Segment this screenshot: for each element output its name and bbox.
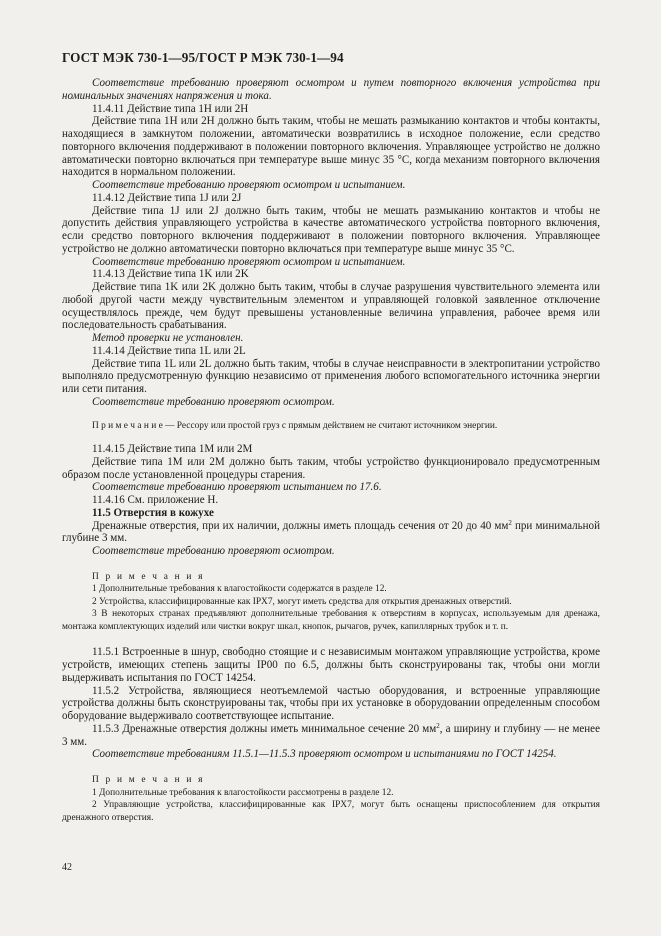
clause-heading: 11.4.11 Действие типа 1H или 2H bbox=[92, 102, 249, 115]
paragraph: 11.5.2 Устройства, являющиеся неотъемлемой частью оборудования, и встроенные управляющие устройства должны быть сконструированы так, чтобы при их установке в оборудовании определенным способом оборудование выдерживало соответствующее испытание. bbox=[62, 684, 600, 722]
paragraph: Соответствие требованиям 11.5.1—11.5.3 проверяют осмотром и испытаниями по ГОСТ 14254. bbox=[92, 748, 557, 761]
section-title: Отверстия в кожухе bbox=[113, 506, 214, 519]
note-item: 2 Устройства, классифицированные как IPX7, могут иметь средства для открытия дренажных отверстий. bbox=[92, 596, 512, 607]
note-item: 2 Управляющие устройства, классифицированные как IPX7, могут быть оснащены приспособлением для открытия дренажного отверстия. bbox=[62, 800, 600, 823]
paragraph: Действие типа 1K или 2K должно быть таким, чтобы в случае разрушения чувствительного элемента или любой другой части между чувствительным элементом и управляющей головкой заявленное отключение осуществлялось прежде, чем будут превышены установленные величина управления, рабочее время или последовательность срабатывания. bbox=[62, 281, 600, 332]
section-heading bbox=[62, 507, 600, 520]
clause-heading: 11.4.13 Действие типа 1K или 2K bbox=[92, 268, 249, 281]
note-item: 1 Дополнительные требования к влагостойкости содержатся в разделе 12. bbox=[92, 584, 387, 595]
paragraph: Действие типа 1J или 2J должно быть таким, чтобы не мешать размыканию контактов и чтобы не допустить действия управляющего устройства в качестве автоматического устройства повторного включения, если средство повторного включения поддерживают в положении повторного включения. Управляющее устройство не должно автоматически повторно включаться при температуре выше минус 35 °С. bbox=[62, 204, 600, 255]
paragraph: Действие типа 1M или 2M должно быть таким, чтобы устройство функционировало предусмотренным образом после установленной процедуры старения. bbox=[62, 455, 600, 481]
paragraph: Соответствие требованию проверяют осмотром и испытанием. bbox=[92, 179, 406, 191]
paragraph-part: , а ширину и глубину — не менее 3 мм. bbox=[62, 722, 600, 748]
paragraph bbox=[62, 723, 600, 749]
note-label: П р и м е ч а н и е bbox=[92, 420, 163, 431]
paragraph: Соответствие требованию проверяют испытанием по 17.6. bbox=[92, 481, 382, 494]
paragraph bbox=[62, 520, 600, 546]
paragraph-part: при минимальной глубине 3 мм. bbox=[62, 519, 600, 545]
notes-label: П р и м е ч а н и я bbox=[92, 571, 205, 582]
section-number: 11.5 bbox=[92, 506, 111, 519]
paragraph: 11.5.1 Встроенные в шнур, свободно стоящие и с независимым монтажом управляющие устройства, кроме устройств, имеющих степень защиты IP00 по 6.5, должны быть сконструированы так, чтобы они могли выдерживать испытания по ГОСТ 14254. bbox=[62, 646, 600, 684]
paragraph: Соответствие требованию проверяют осмотром и путем повторного включения устройства при номинальных значениях напряжения и тока. bbox=[62, 77, 600, 102]
superscript: 2 bbox=[436, 721, 440, 730]
clause-heading: 11.4.14 Действие типа 1L или 2L bbox=[92, 344, 246, 357]
notes-label: П р и м е ч а н и я bbox=[92, 775, 205, 785]
body-text bbox=[62, 77, 600, 824]
note-item: 3 В некоторых странах предъявляют дополнительные требования к отверстиям в корпусах, используемым для дренажа, монтажа комплектующих изделий или чистки вокруг шкал, кнопок, рычагов, ручек, капиллярных трубок и т. п. bbox=[62, 609, 600, 632]
clause-heading: 11.4.12 Действие типа 1J или 2J bbox=[92, 191, 242, 204]
paragraph-part: Дренажные отверстия, при их наличии, должны иметь площадь сечения от 20 до 40 мм bbox=[92, 519, 509, 532]
paragraph: Действие типа 1H или 2H должно быть таким, чтобы не мешать размыканию контактов и чтобы контакты, находящиеся в замкнутом положении, автоматически возвратились в исходное положение, если средство повторного включения поддерживают в положении повторного включения. Управляющее устройство не должно автоматически повторно включаться при температуре выше минус 35 °С, когда механизм повторного включения находится в нормальном положении. bbox=[62, 115, 600, 179]
paragraph: Действие типа 1L или 2L должно быть таким, чтобы в случае неисправности в электропитании устройство выполняло предусмотренную функцию независимо от применения любого вспомогательного источника энергии или сети питания. bbox=[62, 357, 600, 395]
clause-heading: 11.4.16 См. приложение Н. bbox=[92, 494, 219, 506]
paragraph-part: 11.5.3 Дренажные отверстия должны иметь минимальное сечение 20 мм bbox=[92, 722, 437, 735]
paragraph: Метод проверки не установлен. bbox=[92, 332, 244, 344]
note bbox=[62, 420, 600, 433]
page-header: ГОСТ МЭК 730-1—95/ГОСТ Р МЭК 730-1—94 bbox=[62, 50, 344, 65]
note-text: — Рессору или простой груз с прямым действием не считают источником энергии. bbox=[165, 420, 498, 431]
page-number: 42 bbox=[62, 862, 72, 873]
paragraph: Соответствие требованию проверяют осмотром. bbox=[92, 545, 335, 557]
superscript: 2 bbox=[508, 518, 512, 527]
paragraph: Соответствие требованию проверяют осмотром и испытанием. bbox=[92, 255, 406, 268]
paragraph: Соответствие требованию проверяют осмотром. bbox=[92, 395, 335, 408]
clause-heading: 11.4.15 Действие типа 1M или 2M bbox=[92, 443, 253, 455]
note-item: 1 Дополнительные требования к влагостойкости рассмотрены в разделе 12. bbox=[92, 787, 394, 798]
